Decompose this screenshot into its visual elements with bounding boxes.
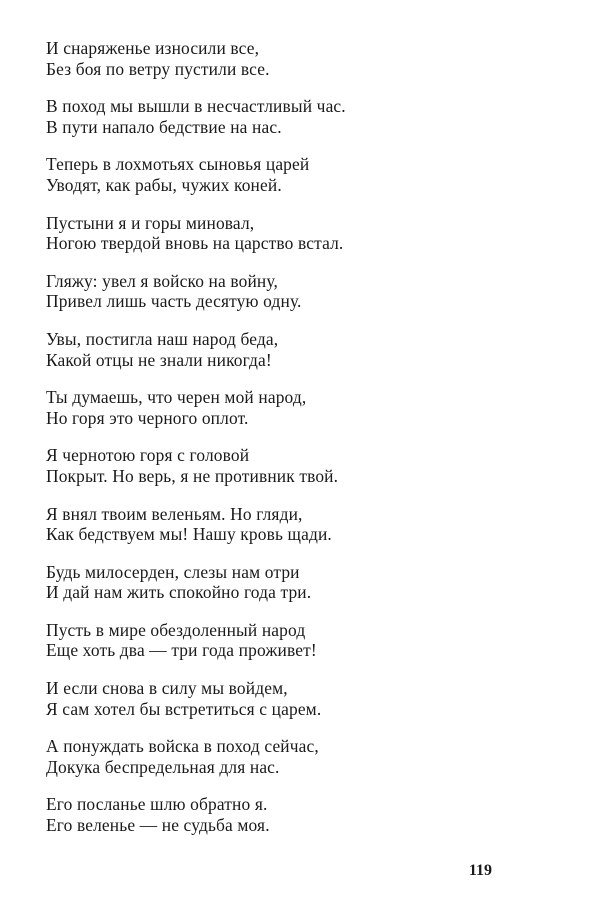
poem-line: Пусть в мире обездоленный народ: [46, 619, 306, 640]
poem-line: Я чернотою горя с головой: [46, 445, 250, 466]
poem-line: Привел лишь часть десятую одну.: [46, 291, 302, 312]
poem-line: Гляжу: увел я войско на войну,: [46, 270, 278, 291]
poem-line: И дай нам жить спокойно года три.: [46, 582, 312, 603]
stanza-14: [46, 794, 546, 835]
poem-line: Я внял твоим веленьям. Но гляди,: [46, 503, 303, 524]
poem-line: Без боя по ветру пустили все.: [46, 58, 270, 79]
stanza-5: [46, 271, 546, 312]
poem-body: [46, 38, 546, 853]
poem-line: Какой отцы не знали никогда!: [46, 349, 272, 370]
poem-line: Как бедствуем мы! Нашу кровь щади.: [46, 524, 332, 545]
page-number: 119: [468, 862, 492, 879]
poem-line: И если снова в силу мы войдем,: [46, 678, 288, 699]
stanza-3: [46, 154, 546, 195]
poem-line: Уводят, как рабы, чужих коней.: [46, 174, 282, 195]
poem-line: Еще хоть два — три года проживет!: [46, 640, 317, 661]
stanza-7: [46, 387, 546, 428]
poem-line: Будь милосерден, слезы нам отри: [46, 561, 300, 582]
stanza-6: [46, 329, 546, 370]
stanza-1: [46, 38, 546, 79]
poem-line: Я сам хотел бы встретиться с царем.: [46, 698, 322, 719]
poem-line: Пустыни я и горы миновал,: [46, 212, 255, 233]
poem-line: В поход мы вышли в несчастливый час.: [46, 96, 346, 117]
poem-line: Покрыт. Но верь, я не противник твой.: [46, 465, 339, 486]
stanza-8: [46, 445, 546, 486]
poem-line: Докука беспредельная для нас.: [46, 756, 280, 777]
poem-line: Его посланье шлю обратно я.: [46, 794, 268, 815]
stanza-2: [46, 96, 546, 137]
poem-line: Но горя это черного оплот.: [46, 407, 249, 428]
stanza-10: [46, 562, 546, 603]
poem-line: И снаряженье износили все,: [46, 38, 260, 58]
poem-line: Ногою твердой вновь на царство встал.: [46, 233, 344, 254]
poem-line: Ты думаешь, что черен мой народ,: [46, 387, 307, 408]
stanza-12: [46, 678, 546, 719]
poem-line: Теперь в лохмотьях сыновья царей: [46, 154, 310, 175]
poem-line: А понуждать войска в поход сейчас,: [46, 736, 319, 757]
stanza-11: [46, 620, 546, 661]
stanza-4: [46, 213, 546, 254]
stanza-9: [46, 504, 546, 545]
poem-line: В пути напало бедствие на нас.: [46, 116, 282, 137]
stanza-13: [46, 736, 546, 777]
poem-line: Увы, постигла наш народ беда,: [46, 328, 279, 349]
poem-line: Его веленье — не судьба моя.: [46, 815, 270, 836]
